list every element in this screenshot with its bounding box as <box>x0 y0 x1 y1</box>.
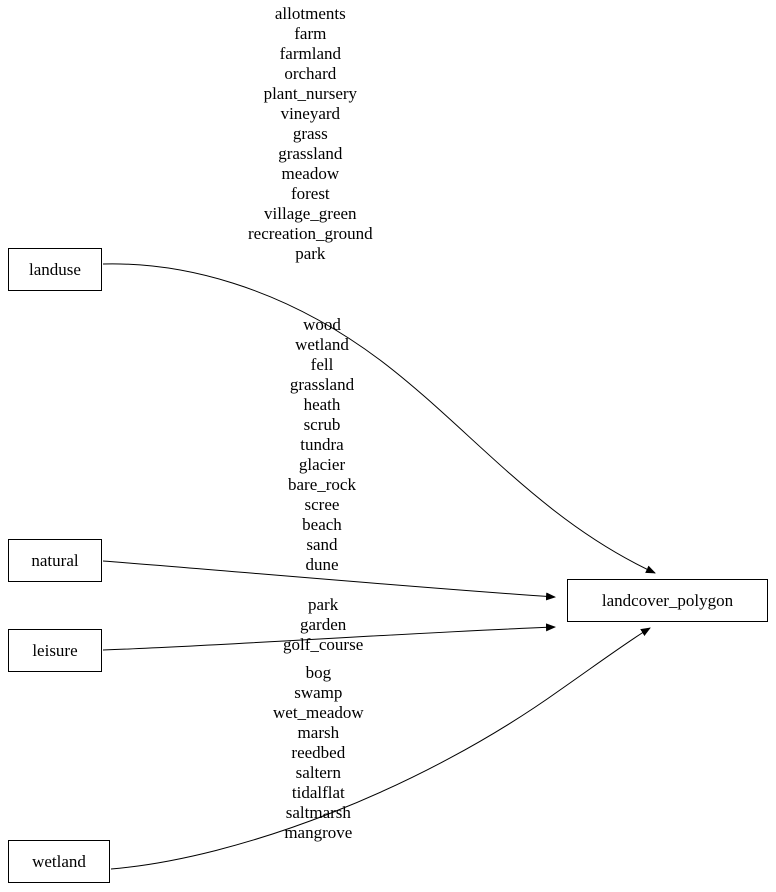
edge-label: village_green <box>264 204 357 223</box>
node-landuse[interactable] <box>8 248 102 291</box>
edge-label: beach <box>302 515 342 534</box>
edge-label: tundra <box>300 435 344 454</box>
edge-label: reedbed <box>291 743 346 762</box>
edge-label: golf_course <box>283 635 364 654</box>
node-wetland[interactable] <box>8 840 110 883</box>
edge-label: recreation_ground <box>248 224 373 243</box>
node-leisure[interactable] <box>8 629 102 672</box>
edge-label: wood <box>303 315 341 334</box>
edge-label: mangrove <box>284 823 353 842</box>
edge-label: grassland <box>278 144 343 163</box>
edge-label: wetland <box>295 335 349 354</box>
edge-label: park <box>308 595 339 614</box>
edge-label: vineyard <box>280 104 341 123</box>
edge-label: garden <box>300 615 347 634</box>
node-natural[interactable] <box>8 539 102 582</box>
edge-label: fell <box>310 355 334 374</box>
edge-label: marsh <box>297 723 340 742</box>
edge-label: heath <box>303 395 341 414</box>
edge-label: scree <box>304 495 340 514</box>
edge-label: grassland <box>289 375 355 394</box>
edge-label: saltern <box>295 763 341 782</box>
node-label: wetland <box>32 852 86 871</box>
edge-label: forest <box>290 184 330 203</box>
edge-label: orchard <box>284 64 337 83</box>
edge-label-group-wetland <box>273 663 364 843</box>
edge-landuse-to-landcover_polygon <box>103 264 655 573</box>
edge-label: farmland <box>279 44 341 63</box>
edge-label-group-natural <box>288 315 356 575</box>
edge-label: plant_nursery <box>263 84 358 103</box>
edge-label: tidalflat <box>291 783 345 802</box>
edge-label: park <box>295 244 326 263</box>
edge-label: farm <box>294 24 327 43</box>
edge-label: swamp <box>294 683 343 702</box>
edge-label-group-leisure <box>283 595 363 655</box>
edge-label: allotments <box>274 4 346 23</box>
edge-wetland-to-landcover_polygon <box>111 628 650 869</box>
edge-label: saltmarsh <box>285 803 351 822</box>
edge-paths <box>103 264 655 869</box>
edge-label: glacier <box>298 455 346 474</box>
node-label: leisure <box>32 641 78 660</box>
node-label: natural <box>31 551 79 570</box>
edge-label: grass <box>292 124 328 143</box>
edge-label: sand <box>306 535 338 554</box>
node-landcover_polygon[interactable] <box>567 579 768 622</box>
edge-label: wet_meadow <box>273 703 364 722</box>
edge-label: meadow <box>281 164 340 183</box>
edge-label: scrub <box>303 415 341 434</box>
node-label: landcover_polygon <box>601 591 734 610</box>
edge-label: bare_rock <box>288 475 356 494</box>
edge-label-group-landuse <box>248 4 373 264</box>
edge-label: dune <box>305 555 339 574</box>
node-label: landuse <box>29 260 81 279</box>
edge-label: bog <box>305 663 332 682</box>
